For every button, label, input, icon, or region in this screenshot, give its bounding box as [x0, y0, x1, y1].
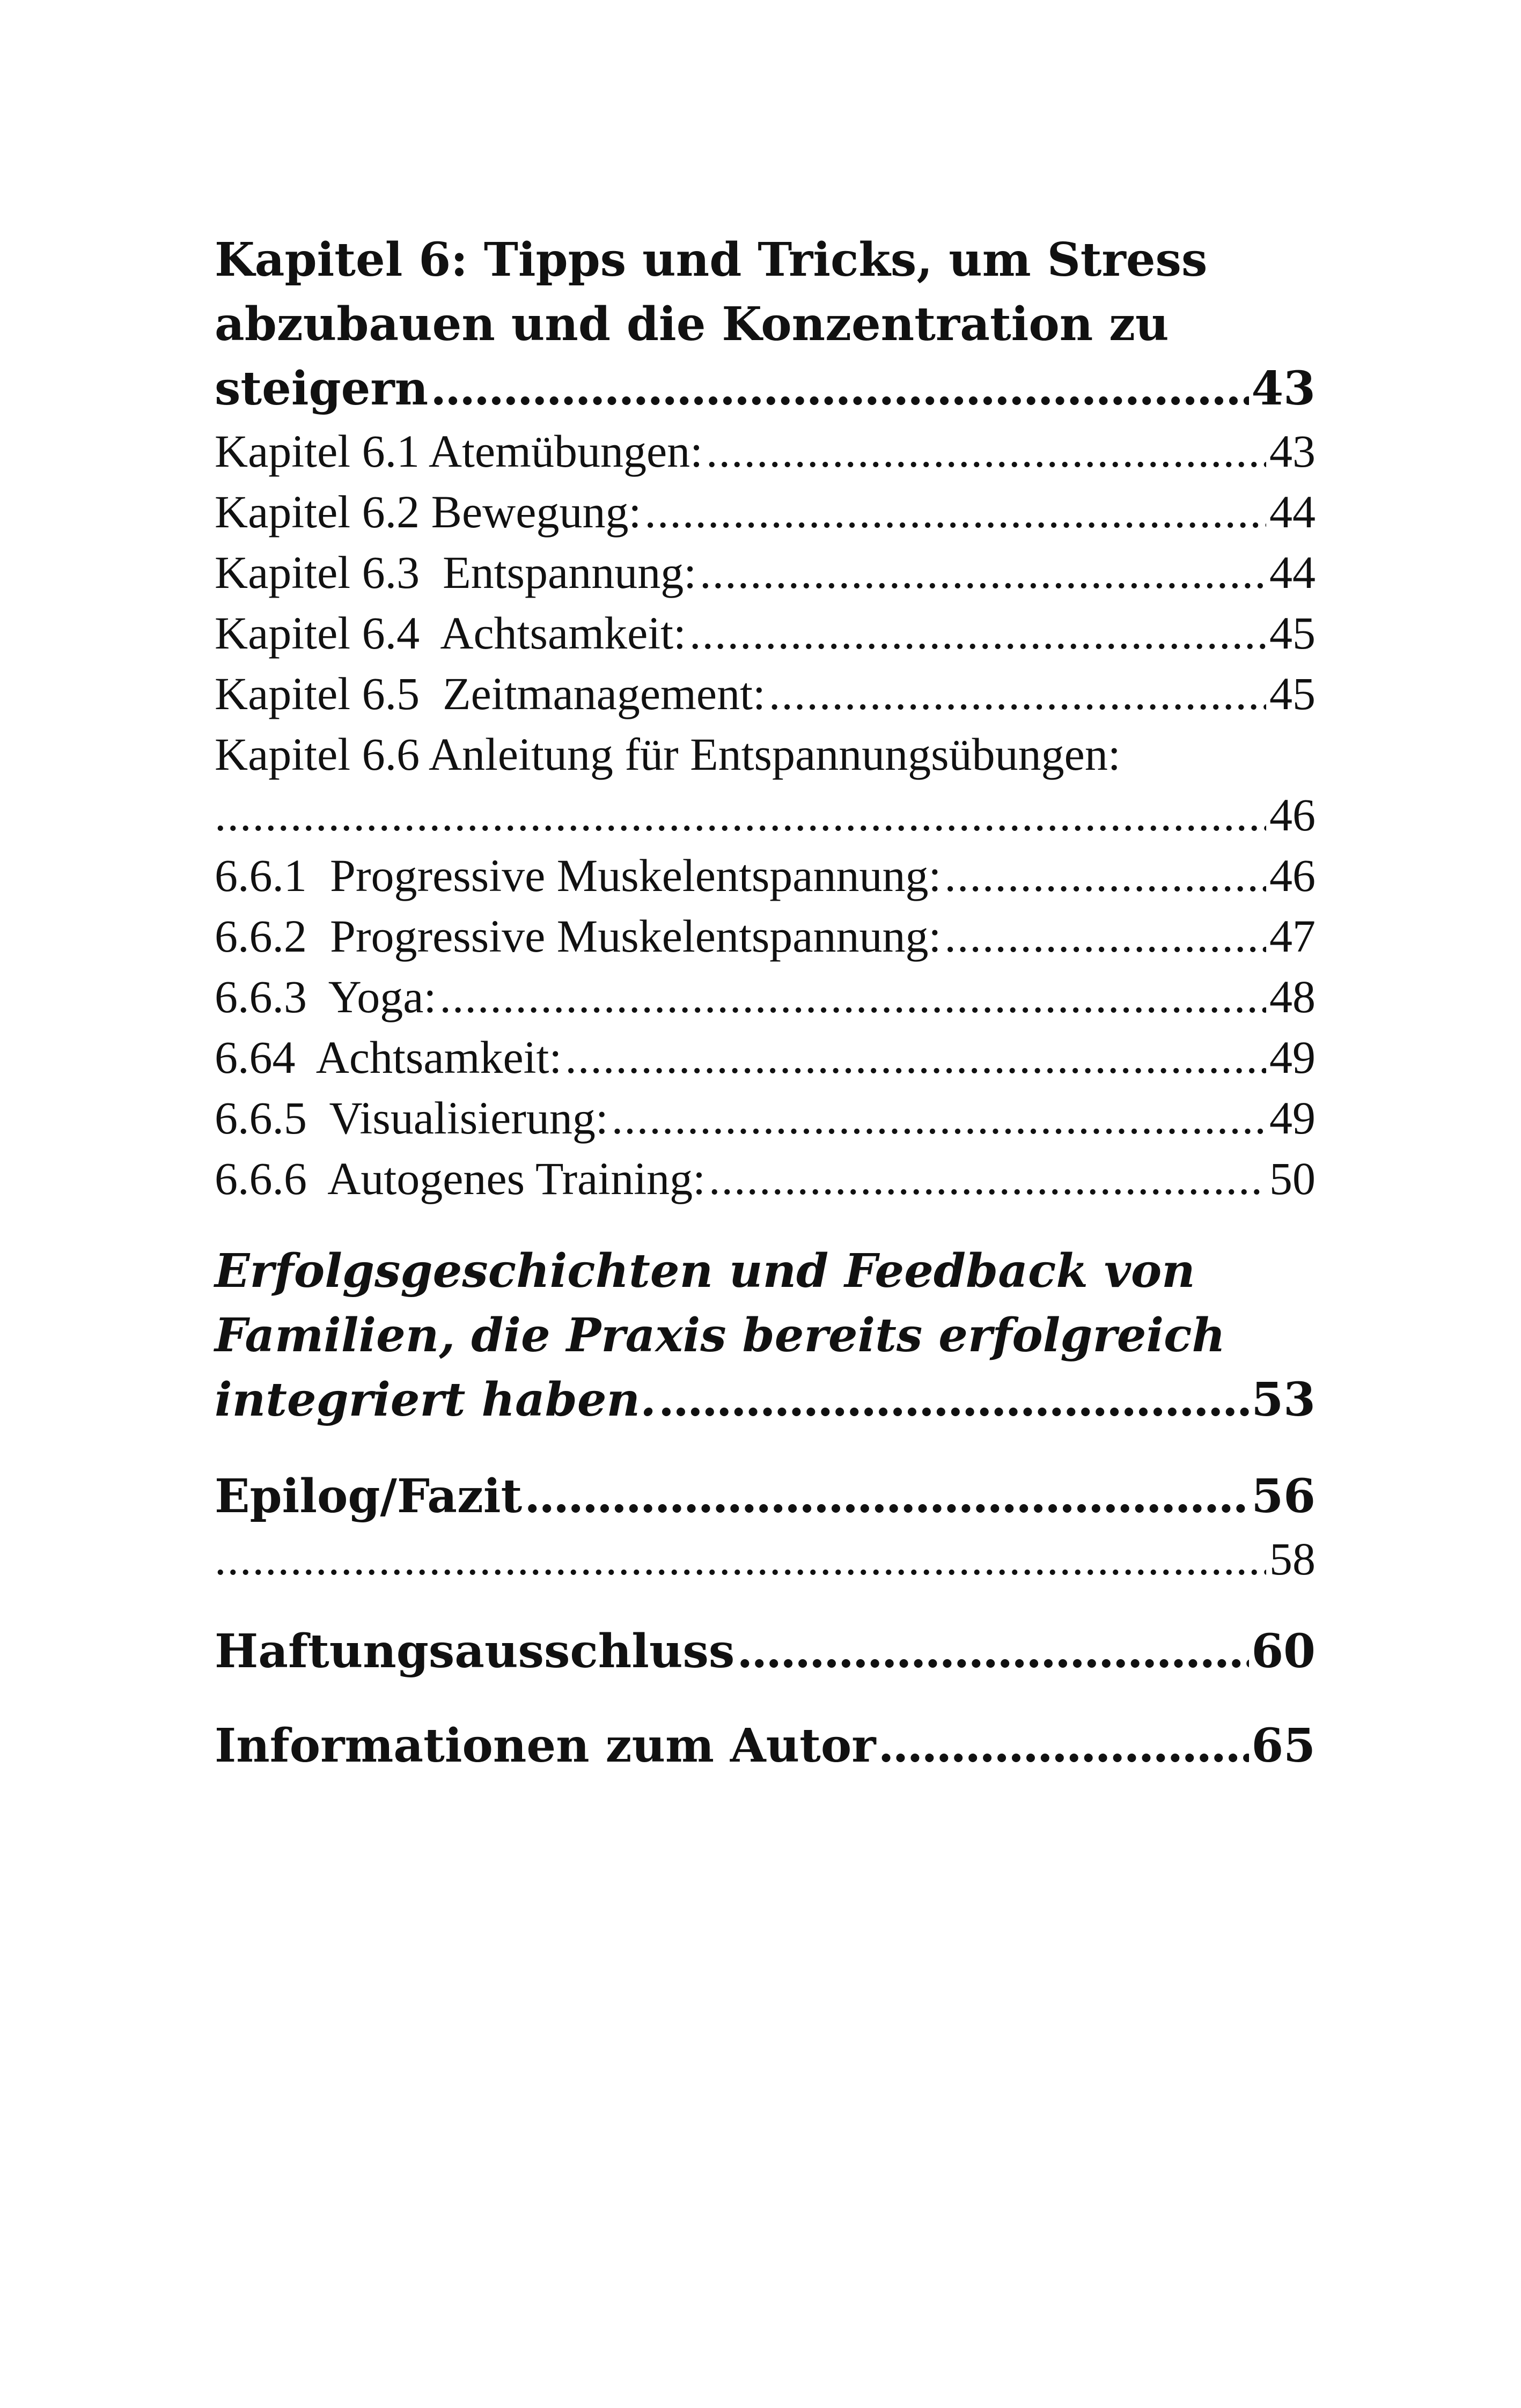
toc-entry-title: 6.6.1 Progressive Muskelentspannung:: [215, 850, 942, 901]
toc-entry-chapter-6[interactable]: [215, 228, 1316, 421]
dot-leader: [944, 906, 1266, 967]
toc-entry-title-line: Kapitel 6: Tipps und Tricks, um Stress: [215, 233, 1208, 287]
dot-leader: [658, 1368, 1249, 1432]
toc-page-number: 53: [1251, 1373, 1316, 1427]
toc-page-number: 48: [1269, 971, 1316, 1022]
toc-entry-title: 6.64 Achtsamkeit:: [215, 1032, 562, 1083]
toc-entry-6-6-1[interactable]: [215, 845, 1316, 906]
dot-leader: [769, 664, 1266, 724]
spacer: [215, 1684, 1316, 1714]
dot-leader: [689, 603, 1266, 664]
toc-entry-title: 6.6.6 Autogenes Training:: [215, 1153, 706, 1204]
toc-entry-title: 6.6.2 Progressive Muskelentspannung:: [215, 910, 942, 962]
toc-page-number: 46: [1269, 789, 1316, 841]
toc-page-number: 43: [1251, 362, 1316, 416]
toc-page-number: 47: [1269, 910, 1316, 962]
toc-page-number: 65: [1251, 1719, 1316, 1773]
toc-page-number: 44: [1269, 547, 1316, 598]
toc-entry-author-info[interactable]: [215, 1714, 1316, 1778]
toc-page-number: 56: [1251, 1469, 1316, 1523]
toc-entry-6-6-4[interactable]: [215, 1027, 1316, 1088]
toc-entry-title: Haftungsausschluss: [215, 1624, 735, 1678]
dot-leader: [709, 1148, 1266, 1209]
toc-page-number: 49: [1269, 1032, 1316, 1083]
toc-entry-title: Kapitel 6.1 Atemübungen:: [215, 425, 703, 477]
dot-leader: [644, 482, 1266, 542]
dot-leader: [439, 967, 1266, 1027]
toc-page-number: 45: [1269, 668, 1316, 719]
toc-entry-6-3[interactable]: [215, 542, 1316, 603]
toc-page-number: 46: [1269, 850, 1316, 901]
toc-entry-disclaimer[interactable]: [215, 1619, 1316, 1684]
toc-entry-title: Kapitel 6.2 Bewegung:: [215, 486, 642, 537]
toc-entry-6-1[interactable]: [215, 421, 1316, 482]
toc-entry-6-6-6[interactable]: [215, 1148, 1316, 1209]
dot-leader: [215, 785, 1266, 845]
toc-entry-title: Informationen zum Autor: [215, 1719, 876, 1773]
toc-entry-untitled[interactable]: [215, 1529, 1316, 1589]
toc-entry-title-line: Erfolgsgeschichten und Feedback von: [215, 1244, 1195, 1298]
toc-entry-6-4[interactable]: [215, 603, 1316, 664]
toc-entry-title: Kapitel 6.4 Achtsamkeit:: [215, 607, 686, 659]
toc-page-number: 50: [1269, 1153, 1316, 1204]
toc-entry-6-6-5[interactable]: [215, 1088, 1316, 1148]
spacer: [215, 1432, 1316, 1464]
toc-entry-title: Kapitel 6.6 Anleitung für Entspannungsübungen:: [215, 728, 1121, 780]
toc-page-number: 58: [1269, 1533, 1316, 1585]
dot-leader: [612, 1088, 1266, 1148]
dot-leader: [700, 542, 1266, 603]
toc-page-number: 45: [1269, 607, 1316, 659]
toc-entry-6-6[interactable]: [215, 724, 1316, 845]
toc-entry-6-2[interactable]: [215, 482, 1316, 542]
spacer: [215, 1209, 1316, 1239]
toc-page-number: 49: [1269, 1092, 1316, 1144]
toc-entry-title-line: Familien, die Praxis bereits erfolgreich: [215, 1308, 1226, 1363]
dot-leader: [944, 845, 1266, 906]
dot-leader: [737, 1619, 1249, 1684]
toc-page-number: 60: [1251, 1624, 1316, 1678]
toc-entry-title-line: steigern: [215, 362, 429, 416]
toc-page-number: 44: [1269, 486, 1316, 537]
toc-entry-6-6-3[interactable]: [215, 967, 1316, 1027]
toc-entry-title-line: abzubauen und die Konzentration zu: [215, 297, 1169, 351]
dot-leader: [524, 1464, 1249, 1529]
toc-entry-title: 6.6.5 Visualisierung:: [215, 1092, 608, 1144]
dot-leader: [878, 1714, 1250, 1778]
toc-page-number: 43: [1269, 425, 1316, 477]
dot-leader: [215, 1529, 1266, 1589]
dot-leader: [706, 421, 1266, 482]
toc-entry-title: 6.6.3 Yoga:: [215, 971, 437, 1022]
table-of-contents: [215, 228, 1316, 1778]
toc-entry-title-line: integriert haben.: [215, 1373, 657, 1427]
spacer: [215, 1589, 1316, 1619]
toc-entry-title: Kapitel 6.5 Zeitmanagement:: [215, 668, 766, 719]
toc-entry-6-6-2[interactable]: [215, 906, 1316, 967]
toc-entry-6-5[interactable]: [215, 664, 1316, 724]
toc-entry-success-stories[interactable]: [215, 1239, 1316, 1432]
dot-leader: [430, 357, 1249, 421]
toc-entry-title: Epilog/Fazit: [215, 1469, 523, 1523]
toc-entry-epilog[interactable]: [215, 1464, 1316, 1529]
dot-leader: [565, 1027, 1266, 1088]
toc-entry-title: Kapitel 6.3 Entspannung:: [215, 547, 697, 598]
